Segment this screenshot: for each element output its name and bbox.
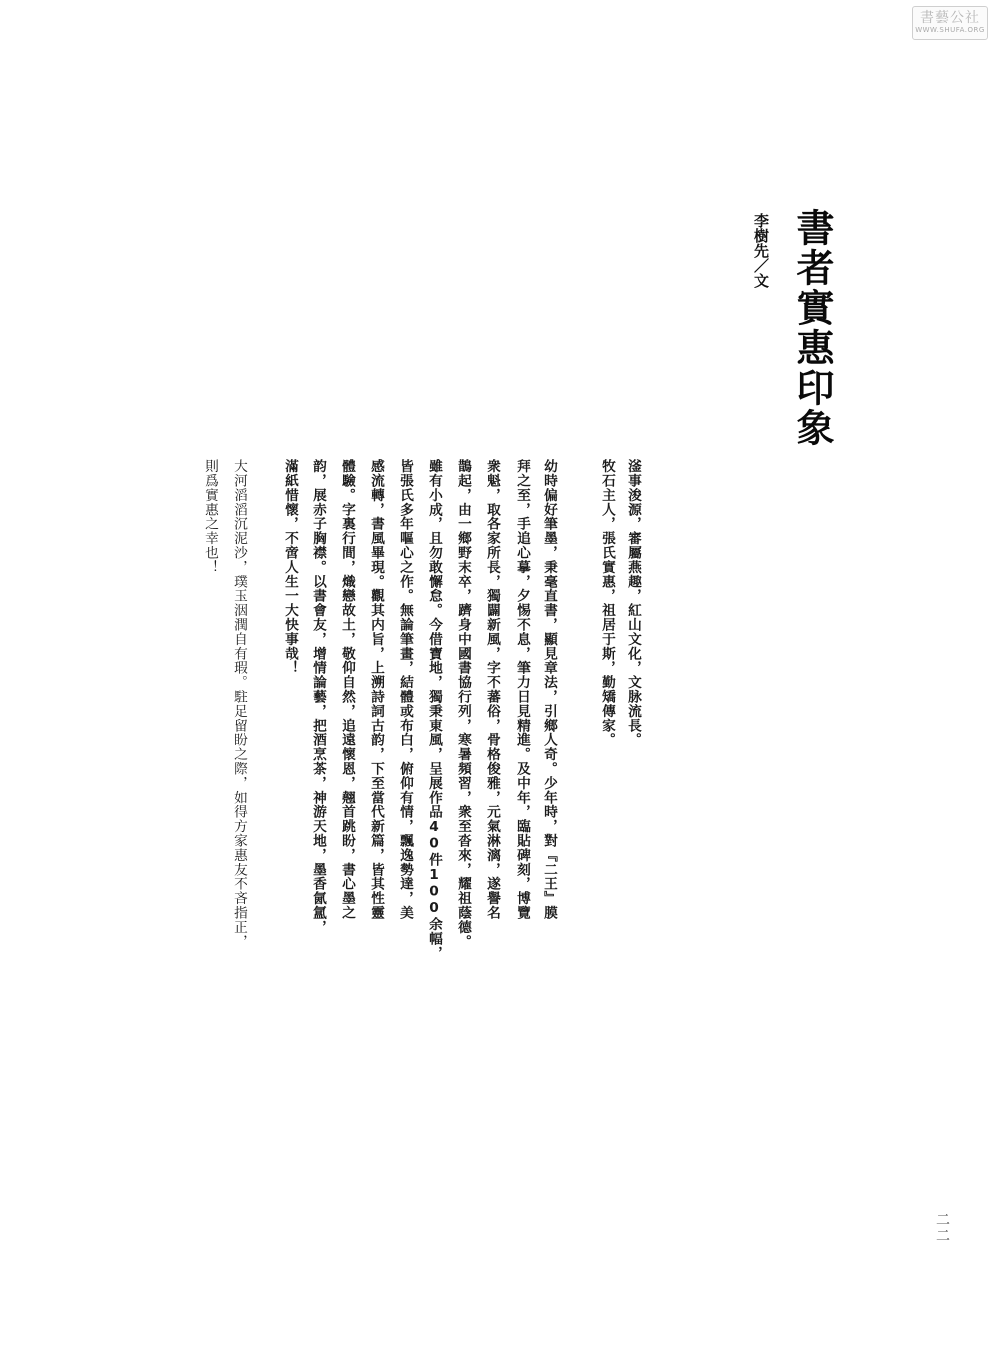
text-column: 鵲起，由一鄉野末卒，躋身中國書協行列，寒暑頻習，衆至沓來，耀祖蔭德。 [455, 459, 471, 949]
article-author: 李樹先／文 [752, 213, 770, 288]
text-column: 雖有小成，且勿敢懈怠。今借寶地，獨秉東風，呈展作品40件100余幅， [426, 459, 442, 961]
text-column: 體驗。字裏行間，熾戀故土，敬仰自然，追遠懷恩，翹首跳盼，書心墨之 [339, 459, 355, 920]
watermark-badge [912, 6, 988, 40]
text-column: 滿紙惜懷，不啻人生一大快事哉！ [282, 459, 298, 675]
text-column: 牧石主人，張氏實惠，祖居于斯，勤矯傳家。 [599, 459, 615, 747]
text-column: 皆張氏多年嘔心之作。無論筆畫，結體或布白，俯仰有情，飄逸勢達，美 [397, 459, 413, 920]
text-column: 感流轉，書風畢現。觀其内旨，上溯詩詞古韵，下至當代新篇，皆其性靈 [368, 459, 384, 920]
text-column: 韵，展赤子胸襟。以書會友，增情論藝，把酒烹茶，神游天地，墨香氤氲， [310, 459, 326, 935]
text-column: 則爲實惠之幸也！ [202, 459, 218, 575]
text-column: 滏事浚源，審屬燕趣，紅山文化，文脉流長。 [625, 459, 641, 747]
text-column: 大河滔滔沉泥沙，璞玉洇潤自有瑕。駐足留盼之際，如得方家惠友不吝指正， [231, 459, 247, 949]
watermark-url: WWW.SHUFA.ORG [915, 26, 985, 34]
watermark-title: 書藝公社 [920, 10, 980, 26]
text-column: 拜之至，手追心摹，夕惕不息，筆力日見精進。及中年，臨貼碑刻，博覽 [514, 459, 530, 920]
text-column: 幼時偏好筆墨，秉毫直書，顯見章法，引鄉人奇。少年時，對『二王』膜 [541, 459, 557, 920]
page-number: 二二 [934, 1212, 950, 1244]
text-column: 衆魁，取各家所長，獨闢新風，字不蕃俗，骨格俊雅，元氣淋漓，遂譽名 [484, 459, 500, 920]
article-title: 書者實惠印象 [790, 208, 835, 448]
